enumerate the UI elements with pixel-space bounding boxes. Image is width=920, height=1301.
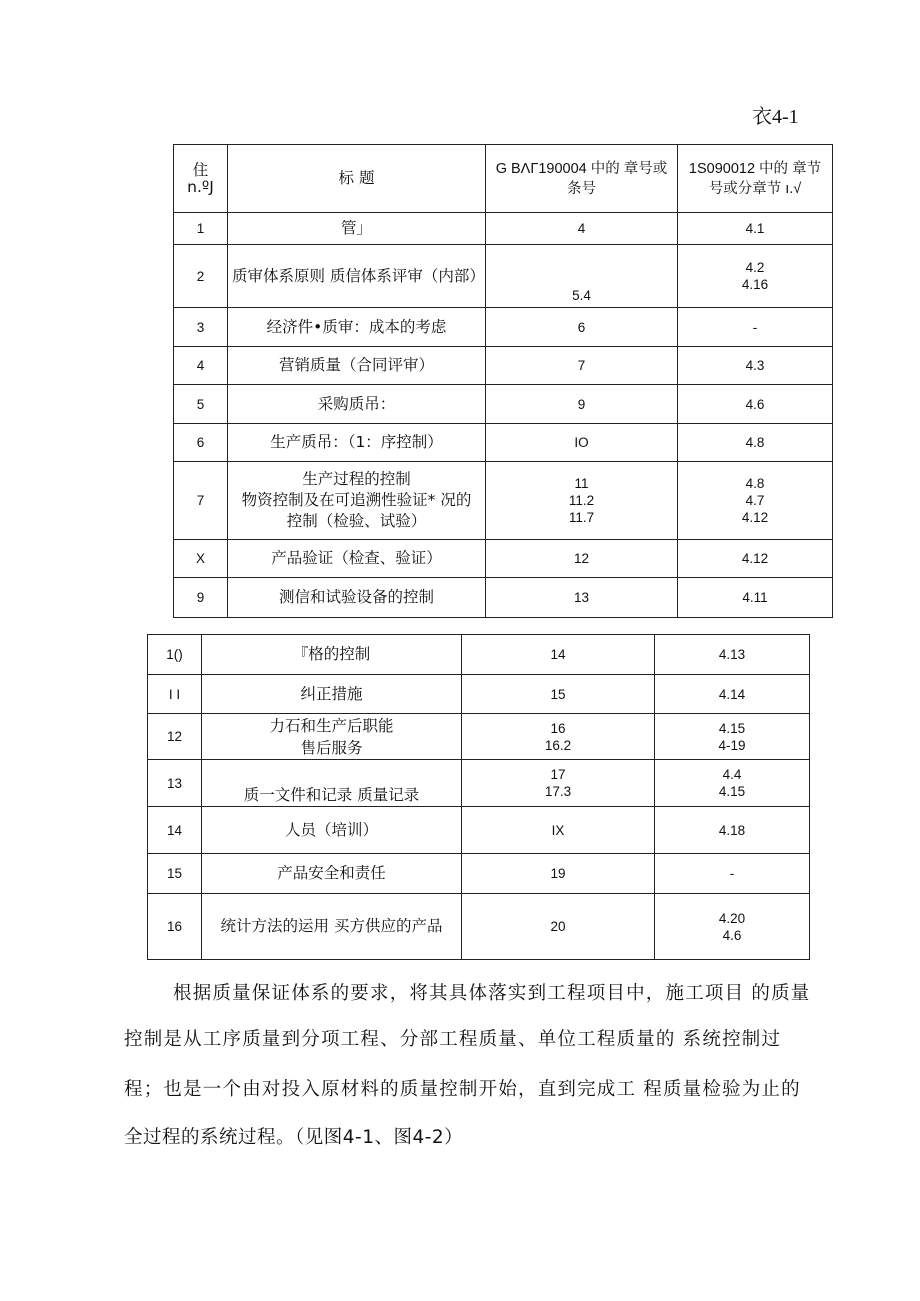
row-no: X (174, 540, 228, 578)
row-title: 质一文件和记录 质量记录 (202, 760, 462, 807)
row-gb: 11 11.2 11.7 (486, 462, 678, 540)
row-iso: - (678, 308, 833, 347)
row-title: 力石和生产后职能 售后服务 (202, 714, 462, 760)
row-title: 生产过程的控制 物资控制及在可追溯性验证* 况的 控制（检验、试验） (228, 462, 486, 540)
row-gb: 15 (462, 675, 655, 714)
header-iso-clause: 1S090012 中的 章节号或分章节 ı.√ (678, 145, 833, 213)
body-paragraph-line-1: 根据质量保证体系的要求，将其具体落实到工程项目中，施工项目 的质量 (173, 983, 811, 1004)
row-iso: 4.1 (678, 213, 833, 245)
standards-table-part2 (147, 634, 810, 960)
row-title: 人员（培训） (202, 807, 462, 854)
table-row (174, 540, 833, 578)
row-iso: 4.20 4.6 (655, 894, 810, 960)
row-gb: IO (486, 424, 678, 462)
table-header-row (174, 145, 833, 213)
row-iso: 4.2 4.16 (678, 245, 833, 308)
row-no: 2 (174, 245, 228, 308)
row-gb: 16 16.2 (462, 714, 655, 760)
table-row (174, 462, 833, 540)
row-no: 4 (174, 347, 228, 385)
row-no: I I (148, 675, 202, 714)
table-caption: 衣4-1 (752, 106, 799, 128)
row-title: 纠正措施 (202, 675, 462, 714)
row-gb: 13 (486, 578, 678, 618)
table-row (174, 245, 833, 308)
row-gb: 5.4 (486, 245, 678, 308)
row-gb: IX (462, 807, 655, 854)
row-title: 营销质量（合同评审） (228, 347, 486, 385)
row-gb: 7 (486, 347, 678, 385)
table-row (174, 424, 833, 462)
row-iso: 4.4 4.15 (655, 760, 810, 807)
row-gb: 20 (462, 894, 655, 960)
table-row (174, 347, 833, 385)
row-title: 测信和试验设备的控制 (228, 578, 486, 618)
row-gb: 12 (486, 540, 678, 578)
row-no: 3 (174, 308, 228, 347)
row-iso: 4.14 (655, 675, 810, 714)
header-title: 标 题 (228, 145, 486, 213)
row-no: 13 (148, 760, 202, 807)
row-iso: 4.3 (678, 347, 833, 385)
body-paragraph-line-4: 全过程的系统过程。（见图4-1、图4-2） (124, 1127, 464, 1148)
row-title: 经济件•质审：成本的考虑 (228, 308, 486, 347)
row-no: 16 (148, 894, 202, 960)
row-no: 6 (174, 424, 228, 462)
table-row (174, 213, 833, 245)
row-iso: 4.12 (678, 540, 833, 578)
header-no: 住 n.ºJ (174, 145, 228, 213)
row-title: 『格的控制 (202, 635, 462, 675)
table-row (148, 894, 810, 960)
row-title: 质审体系原则 质信体系评审（内部） (228, 245, 486, 308)
table-row (148, 854, 810, 894)
row-iso: 4.8 4.7 4.12 (678, 462, 833, 540)
row-title: 产品验证（检查、验证） (228, 540, 486, 578)
row-gb: 17 17.3 (462, 760, 655, 807)
table-row (148, 760, 810, 807)
row-no: 12 (148, 714, 202, 760)
row-iso: 4.8 (678, 424, 833, 462)
row-gb: 4 (486, 213, 678, 245)
standards-table-part1 (173, 144, 833, 618)
row-no: 14 (148, 807, 202, 854)
row-title: 统计方法的运用 买方供应的产品 (202, 894, 462, 960)
body-paragraph-line-3: 程；也是一个由对投入原材料的质量控制开始，直到完成工 程质量检验为止的 (124, 1079, 801, 1100)
row-gb: 9 (486, 385, 678, 424)
row-title: 产品安全和责任 (202, 854, 462, 894)
row-gb: 14 (462, 635, 655, 675)
table-row (148, 714, 810, 760)
row-title: 管」 (228, 213, 486, 245)
row-iso: 4.11 (678, 578, 833, 618)
table-row (148, 675, 810, 714)
row-no: 1 (174, 213, 228, 245)
row-iso: 4.18 (655, 807, 810, 854)
row-iso: 4.6 (678, 385, 833, 424)
row-no: 9 (174, 578, 228, 618)
row-title: 生产质吊：（1：序控制） (228, 424, 486, 462)
row-no: 7 (174, 462, 228, 540)
table-row (148, 635, 810, 675)
row-iso: 4.15 4-19 (655, 714, 810, 760)
table-row (174, 385, 833, 424)
table-row (148, 807, 810, 854)
row-gb: 6 (486, 308, 678, 347)
row-no: 5 (174, 385, 228, 424)
row-title: 采购质吊： (228, 385, 486, 424)
body-paragraph-line-2: 控制是从工序质量到分项工程、分部工程质量、单位工程质量的 系统控制过 (124, 1029, 782, 1050)
row-no: 1() (148, 635, 202, 675)
row-gb: 19 (462, 854, 655, 894)
row-iso: - (655, 854, 810, 894)
table-row (174, 578, 833, 618)
row-no: 15 (148, 854, 202, 894)
header-gb-clause: G BΛΓ190004 中的 章号或条号 (486, 145, 678, 213)
table-row (174, 308, 833, 347)
row-iso: 4.13 (655, 635, 810, 675)
